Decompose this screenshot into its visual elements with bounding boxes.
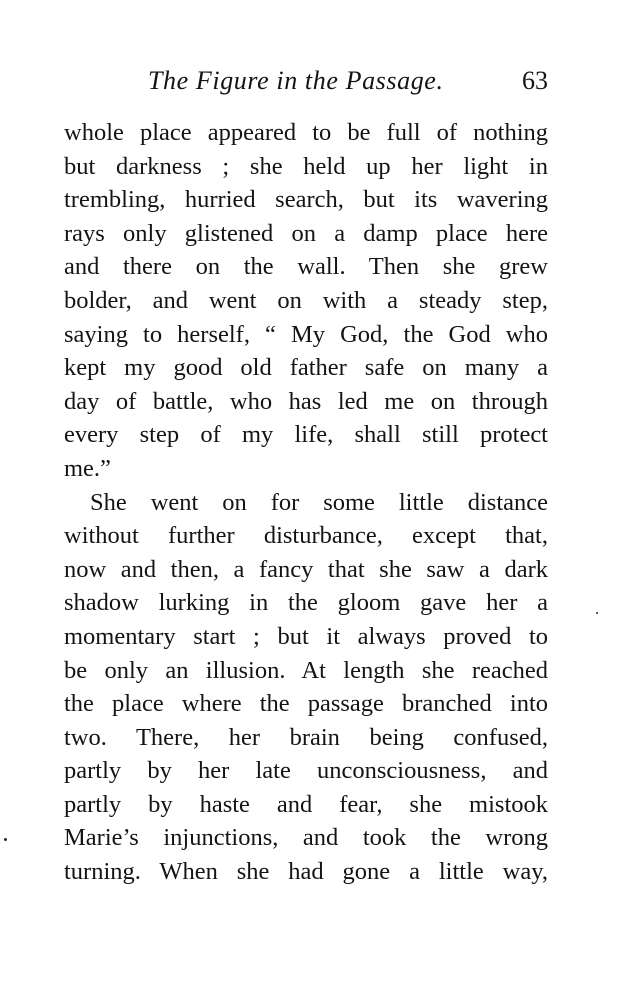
text-line: whole place appeared to be full of nothing xyxy=(64,119,548,146)
text-line: be only an illusion. At length she reached xyxy=(64,656,548,684)
text-line: now and then, a fancy that she saw a dark xyxy=(64,555,548,583)
text-line: two. There, her brain being confused, xyxy=(64,723,548,751)
text-line: turning. When she had gone a little way, xyxy=(64,858,548,886)
body-text xyxy=(64,116,548,889)
text-line: every step of my life, shall still protect xyxy=(64,421,548,449)
page-number: 63 xyxy=(522,66,548,95)
text-line: Marie’s injunctions, and took the wrong xyxy=(64,824,548,852)
text-line: shadow lurking in the gloom gave her a xyxy=(64,589,548,617)
text-line: trembling, hurried search, but its wavering xyxy=(64,186,548,214)
text-line: the place where the passage branched into xyxy=(64,690,548,718)
print-speck xyxy=(596,612,598,614)
text-line: kept my good old father safe on many a xyxy=(64,354,548,382)
paragraph-1 xyxy=(64,116,548,486)
text-line: partly by her late unconsciousness, and xyxy=(64,757,548,785)
text-line: momentary start ; but it always proved to xyxy=(64,622,548,650)
paragraph-2 xyxy=(64,486,548,889)
text-line: but darkness ; she held up her light in xyxy=(64,152,548,180)
text-line: without further disturbance, except that, xyxy=(64,522,548,550)
text-line: bolder, and went on with a steady step, xyxy=(64,286,548,314)
running-title: The Figure in the Passage. xyxy=(148,66,444,95)
text-line: saying to herself, “ My God, the God who xyxy=(64,320,548,348)
text-line: day of battle, who has led me on through xyxy=(64,387,548,415)
print-speck xyxy=(4,838,7,841)
text-line: She went on for some little distance xyxy=(90,488,548,516)
running-head xyxy=(64,66,548,106)
text-line: me.” xyxy=(64,454,111,482)
text-line: and there on the wall. Then she grew xyxy=(64,253,548,281)
text-line: partly by haste and fear, she mistook xyxy=(64,790,548,818)
text-line: rays only glistened on a damp place here xyxy=(64,219,548,247)
